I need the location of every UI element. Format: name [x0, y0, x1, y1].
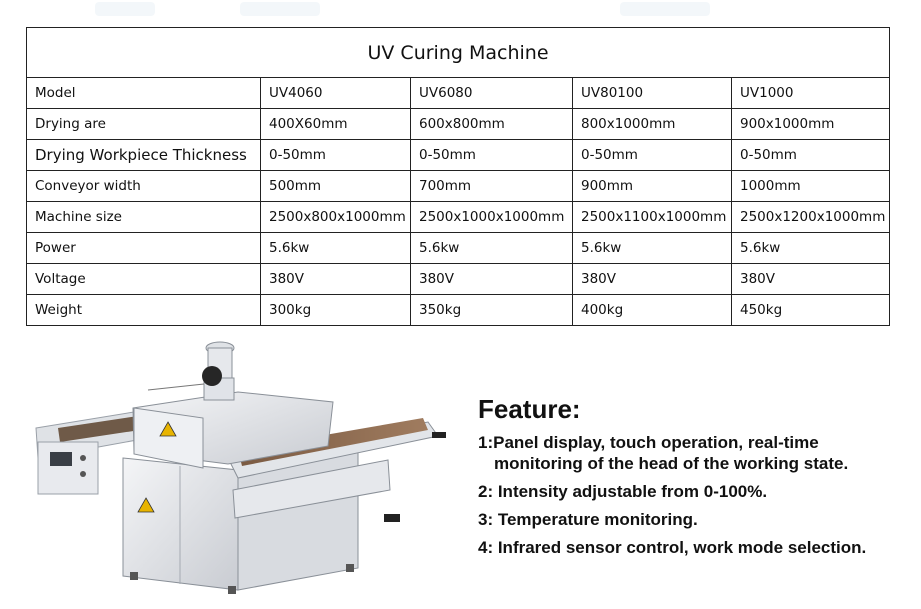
table-cell: UV1000 [732, 78, 890, 109]
table-cell: 2500x1100x1000mm [573, 202, 732, 233]
table-cell: 500mm [261, 171, 411, 202]
table-cell: 5.6kw [732, 233, 890, 264]
feature-title: Feature: [478, 394, 581, 424]
row-label: Drying are [27, 109, 261, 140]
caster-icon [228, 586, 236, 594]
background-artifact [620, 2, 710, 16]
row-label: Conveyor width [27, 171, 261, 202]
table-title: UV Curing Machine [27, 28, 890, 78]
table-cell: 600x800mm [411, 109, 573, 140]
feature-text: 4: Infrared sensor control, work mode selection. [478, 538, 867, 557]
table-cell: 0-50mm [261, 140, 411, 171]
table-row [27, 78, 890, 109]
table-cell: 0-50mm [573, 140, 732, 171]
table-cell: 0-50mm [732, 140, 890, 171]
row-label: Weight [27, 295, 261, 326]
table-cell: 2500x1200x1000mm [732, 202, 890, 233]
table-cell: 900mm [573, 171, 732, 202]
table-row [27, 295, 890, 326]
table-row [27, 109, 890, 140]
knob-icon [80, 471, 86, 477]
table-row [27, 233, 890, 264]
display-screen [50, 452, 72, 466]
row-label: Drying Workpiece Thickness [27, 140, 261, 171]
table-cell: 5.6kw [573, 233, 732, 264]
table-cell: 380V [573, 264, 732, 295]
table-cell: 5.6kw [261, 233, 411, 264]
table-cell: 1000mm [732, 171, 890, 202]
feature-text: 3: Temperature monitoring. [478, 510, 698, 529]
handle-icon [384, 514, 400, 522]
machine-photo [28, 340, 450, 600]
table-row [27, 140, 890, 171]
spec-table [26, 27, 890, 326]
feature-item [478, 481, 918, 502]
feature-item [478, 537, 918, 558]
background-artifact [95, 2, 155, 16]
table-cell: 400kg [573, 295, 732, 326]
table-cell: 450kg [732, 295, 890, 326]
table-cell: 800x1000mm [573, 109, 732, 140]
table-title-row [27, 28, 890, 78]
table-cell: 5.6kw [411, 233, 573, 264]
row-label: Model [27, 78, 261, 109]
feature-item [478, 432, 918, 474]
table-row [27, 171, 890, 202]
table-cell: 350kg [411, 295, 573, 326]
table-cell: 0-50mm [411, 140, 573, 171]
table-cell: 380V [732, 264, 890, 295]
caster-icon [130, 572, 138, 580]
handle-icon [432, 432, 446, 438]
feature-text: 2: Intensity adjustable from 0-100%. [478, 482, 768, 501]
table-cell: 2500x1000x1000mm [411, 202, 573, 233]
feature-text: monitoring of the head of the working state. [494, 454, 849, 473]
table-cell: 380V [411, 264, 573, 295]
feature-item [478, 509, 918, 530]
table-cell: 2500x800x1000mm [261, 202, 411, 233]
table-row [27, 264, 890, 295]
knob-icon [80, 455, 86, 461]
control-panel [38, 442, 98, 494]
row-label: Voltage [27, 264, 261, 295]
table-cell: 300kg [261, 295, 411, 326]
lamp-front [134, 408, 203, 468]
feature-text: 1:Panel display, touch operation, real-time [478, 433, 819, 452]
feature-list [478, 432, 918, 565]
table-cell: UV80100 [573, 78, 732, 109]
caster-icon [346, 564, 354, 572]
row-label: Machine size [27, 202, 261, 233]
table-cell: 400X60mm [261, 109, 411, 140]
background-artifact [240, 2, 320, 16]
table-cell: 700mm [411, 171, 573, 202]
row-label: Power [27, 233, 261, 264]
table-cell: 380V [261, 264, 411, 295]
table-cell: UV4060 [261, 78, 411, 109]
table-cell: 900x1000mm [732, 109, 890, 140]
table-cell: UV6080 [411, 78, 573, 109]
table-row [27, 202, 890, 233]
cable [148, 384, 204, 390]
fan-icon [202, 366, 222, 386]
